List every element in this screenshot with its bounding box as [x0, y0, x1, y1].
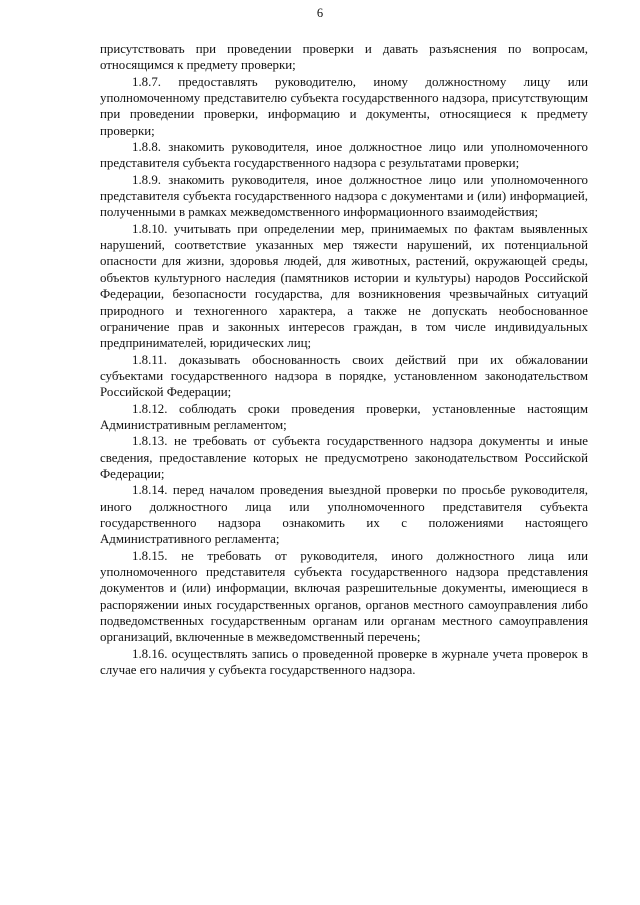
paragraph-1-8-15: 1.8.15. не требовать от руководителя, иного должностного лица или уполномоченного представителя субъекта государственного надзора представления документов и (или) информации, включая разрешительные документы, имеющиеся в распоряжении иных государственных органов, органов местного самоуправления либо подведомственных государственным органам или органам местного самоуправления организаций, включенные в межведомственный перечень; — [100, 548, 588, 645]
paragraph-1-8-7: 1.8.7. предоставлять руководителю, иному должностному лицу или уполномоченному представителю субъекта государственного надзора, присутствующим при проведении проверки, информацию и документы, относящиеся к предмету проверки; — [100, 74, 588, 138]
paragraph-1-8-8: 1.8.8. знакомить руководителя, иное должностное лицо или уполномоченного представителя субъекта государственного надзора с результатами проверки; — [100, 140, 588, 171]
page-number: 6 — [316, 6, 324, 20]
paragraph-1-8-13: 1.8.13. не требовать от субъекта государственного надзора документы и иные сведения, предоставление которых не предусмотрено законодательством Российской Федерации; — [100, 434, 588, 481]
paragraph-1-8-16: 1.8.16. осуществлять запись о проведенной проверке в журнале учета проверок в случае его наличия у субъекта государственного надзора. — [100, 646, 588, 678]
paragraph-1-8-10: 1.8.10. учитывать при определении мер, принимаемых по фактам выявленных нарушений, соответствие указанных мер тяжести нарушений, их потенциальной опасности для жизни, здоровья людей, для животных, растений, окружающей среды, объектов культурного наследия (памятников истории и культуры) народов Российской Федерации, безопасности государства, для возникновения чрезвычайных ситуаций природного и техногенного характера, а также не допускать необоснованное ограничение прав и законных интересов граждан, в том числе индивидуальных предпринимателей, юридических лиц; — [100, 221, 588, 351]
paragraph-1-8-14: 1.8.14. перед началом проведения выездной проверки по просьбе руководителя, иного должностного лица или уполномоченного представителя субъекта государственного надзора ознакомить их с положениями настоящего Административного регламента; — [100, 483, 588, 547]
document-body — [100, 41, 588, 678]
paragraph-1-8-9: 1.8.9. знакомить руководителя, иное должностное лицо или уполномоченного представителя субъекта государственного надзора с документами и (или) информацией, полученными в рамках межведомственного информационного взаимодействия; — [100, 172, 588, 220]
paragraph-1-8-12: 1.8.12. соблюдать сроки проведения проверки, установленные настоящим Административным регламентом; — [100, 401, 588, 432]
paragraph-1-8-11: 1.8.11. доказывать обоснованность своих действий при их обжаловании субъектами государственного надзора в порядке, установленном законодательством Российской Федерации; — [100, 352, 588, 400]
paragraph-continuation: присутствовать при проведении проверки и давать разъяснения по вопросам, относящимся к предмету проверки; — [100, 42, 588, 73]
